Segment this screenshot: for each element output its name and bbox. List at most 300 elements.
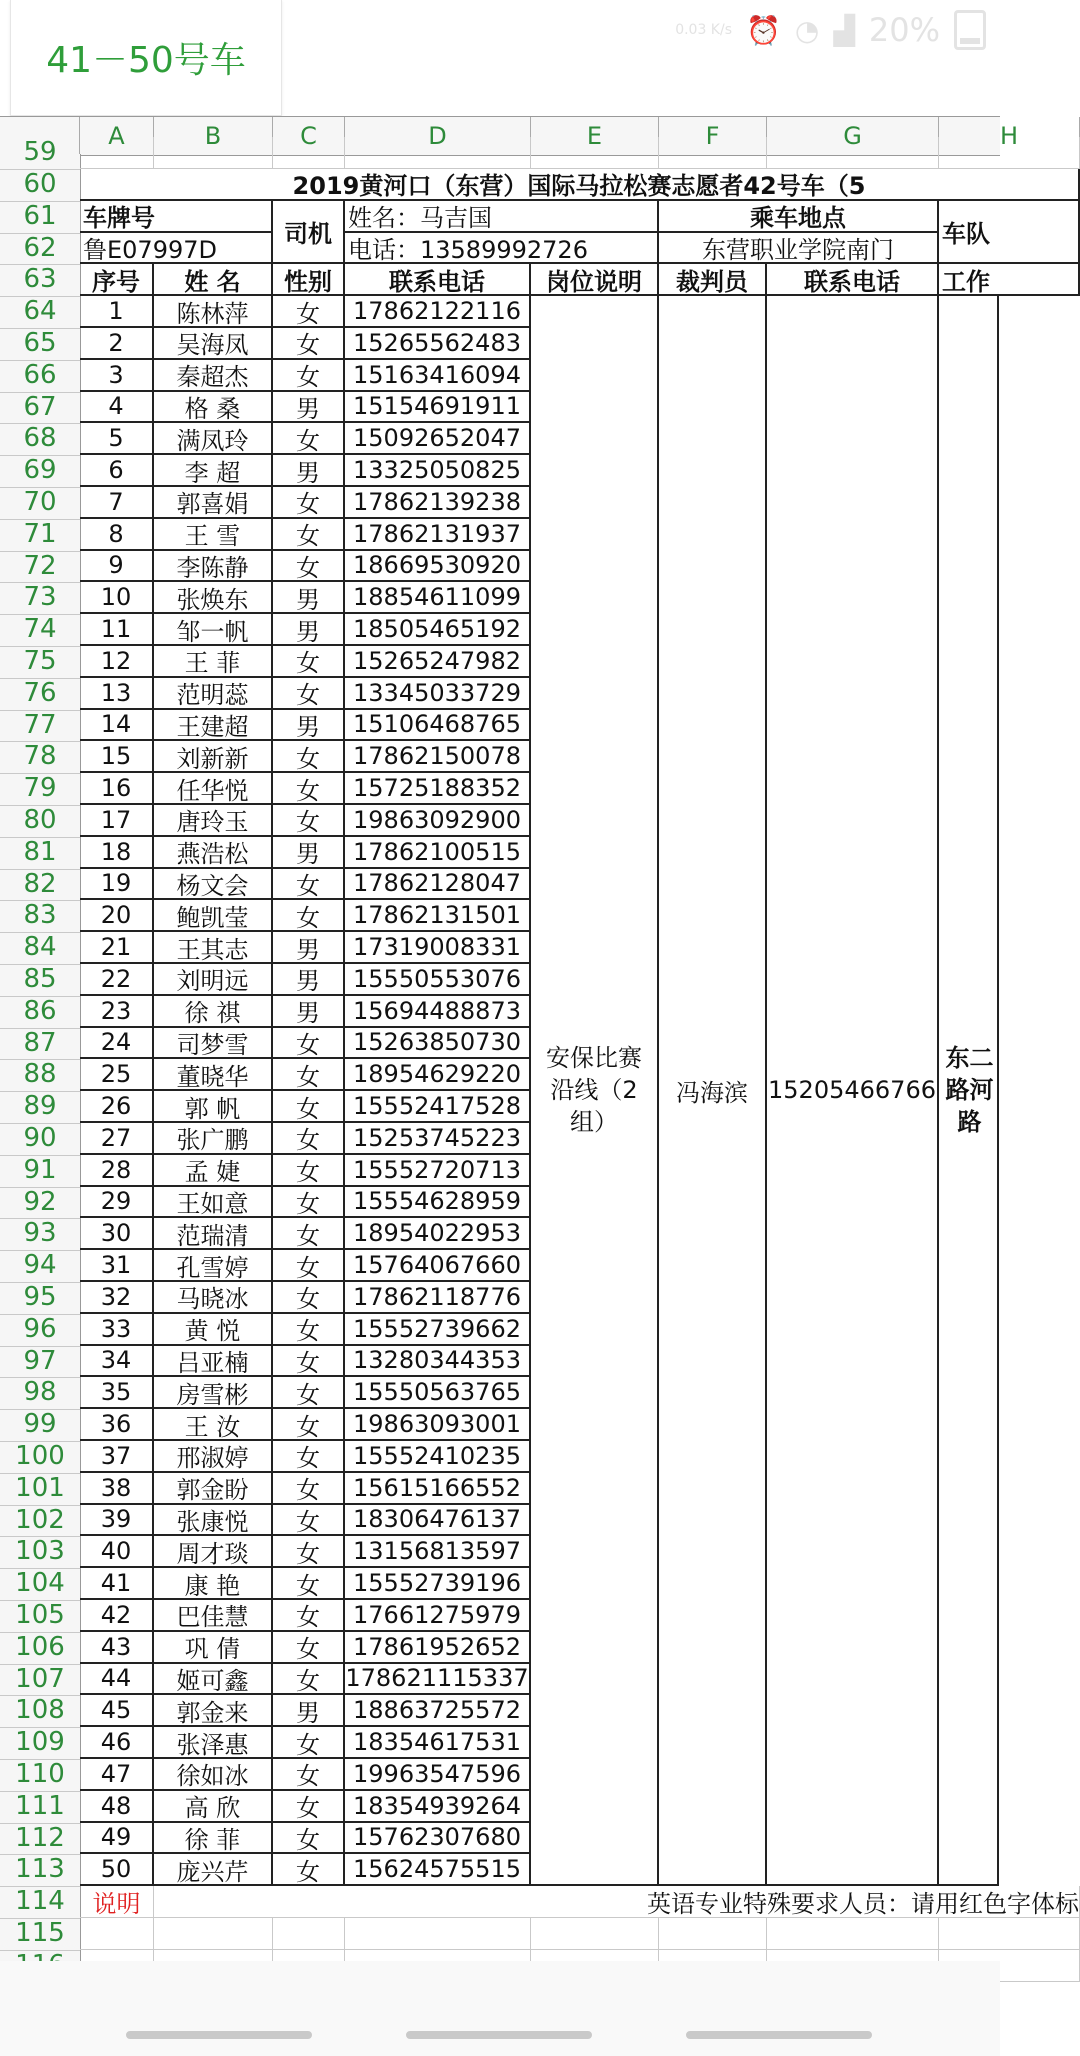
empty-cell[interactable] (345, 1918, 531, 1950)
row-number-68[interactable]: 68 (0, 423, 80, 456)
volunteer-seq[interactable]: 8 (80, 519, 154, 551)
row-number-67[interactable]: 67 (0, 392, 80, 425)
volunteer-seq[interactable]: 33 (80, 1314, 154, 1346)
volunteer-seq[interactable]: 24 (80, 1028, 154, 1060)
volunteer-phone[interactable]: 15552720713 (345, 1155, 531, 1187)
volunteer-gender[interactable]: 女 (273, 773, 345, 805)
volunteer-phone[interactable]: 15552410235 (345, 1441, 531, 1473)
volunteer-seq[interactable]: 50 (80, 1854, 154, 1886)
row-number-81[interactable]: 81 (0, 837, 80, 870)
volunteer-seq[interactable]: 36 (80, 1409, 154, 1441)
volunteer-phone[interactable]: 17661275979 (345, 1600, 531, 1632)
volunteer-phone[interactable]: 15263850730 (345, 1028, 531, 1060)
row-number-74[interactable]: 74 (0, 614, 80, 647)
volunteer-name[interactable]: 王 菲 (154, 646, 273, 678)
row-number-62[interactable]: 62 (0, 233, 80, 266)
volunteer-phone[interactable]: 15552417528 (345, 1091, 531, 1123)
row-number-90[interactable]: 90 (0, 1123, 80, 1156)
row-number-79[interactable]: 79 (0, 773, 80, 806)
volunteer-phone[interactable]: 13156813597 (345, 1536, 531, 1568)
volunteer-phone[interactable]: 18354939264 (345, 1791, 531, 1823)
plate-number-cell[interactable]: 鲁E07997D (80, 233, 273, 265)
volunteer-phone[interactable]: 18954629220 (345, 1059, 531, 1091)
volunteer-seq[interactable]: 5 (80, 423, 154, 455)
volunteer-seq[interactable]: 49 (80, 1823, 154, 1855)
header-post[interactable]: 岗位说明 (531, 264, 659, 296)
volunteer-phone[interactable]: 17862150078 (345, 741, 531, 773)
volunteer-seq[interactable]: 41 (80, 1568, 154, 1600)
volunteer-phone[interactable]: 19863093001 (345, 1409, 531, 1441)
volunteer-gender[interactable]: 女 (273, 1536, 345, 1568)
volunteer-seq[interactable]: 44 (80, 1664, 154, 1696)
row-number-61[interactable]: 61 (0, 201, 80, 234)
volunteer-seq[interactable]: 42 (80, 1600, 154, 1632)
volunteer-seq[interactable]: 2 (80, 328, 154, 360)
pickup-label-cell[interactable]: 乘车地点 (659, 201, 939, 233)
row-number-80[interactable]: 80 (0, 805, 80, 838)
volunteer-seq[interactable]: 21 (80, 932, 154, 964)
volunteer-seq[interactable]: 4 (80, 392, 154, 424)
row-number-60[interactable]: 60 (0, 169, 80, 202)
empty-cell[interactable] (154, 1918, 273, 1950)
row-number-73[interactable]: 73 (0, 582, 80, 615)
volunteer-name[interactable]: 满凤玲 (154, 423, 273, 455)
volunteer-gender[interactable]: 女 (273, 1059, 345, 1091)
volunteer-name[interactable]: 周才琰 (154, 1536, 273, 1568)
volunteer-phone[interactable]: 15550553076 (345, 964, 531, 996)
volunteer-name[interactable]: 徐如冰 (154, 1759, 273, 1791)
row-number-83[interactable]: 83 (0, 900, 80, 933)
empty-cell[interactable] (273, 1918, 345, 1950)
volunteer-phone[interactable]: 15092652047 (345, 423, 531, 455)
volunteer-seq[interactable]: 16 (80, 773, 154, 805)
row-number-59[interactable]: 59 (0, 137, 80, 170)
merged-post-cell[interactable]: 安保比赛沿线（2组） (531, 296, 659, 1886)
volunteer-gender[interactable]: 女 (273, 1568, 345, 1600)
row-number-76[interactable]: 76 (0, 678, 80, 711)
volunteer-gender[interactable]: 女 (273, 1505, 345, 1537)
row-number-99[interactable]: 99 (0, 1409, 80, 1442)
row-number-69[interactable]: 69 (0, 455, 80, 488)
nav-back-button[interactable] (686, 2031, 872, 2039)
volunteer-gender[interactable]: 男 (273, 710, 345, 742)
row-number-112[interactable]: 112 (0, 1823, 80, 1856)
volunteer-phone[interactable]: 17862139238 (345, 487, 531, 519)
volunteer-name[interactable]: 徐 菲 (154, 1823, 273, 1855)
row-number-82[interactable]: 82 (0, 869, 80, 902)
plate-label-cell[interactable]: 车牌号 (80, 201, 273, 233)
cell-row59[interactable] (767, 137, 939, 169)
volunteer-phone[interactable]: 19863092900 (345, 805, 531, 837)
volunteer-gender[interactable]: 女 (273, 1441, 345, 1473)
volunteer-gender[interactable]: 女 (273, 1791, 345, 1823)
volunteer-name[interactable]: 郭喜娟 (154, 487, 273, 519)
volunteer-seq[interactable]: 14 (80, 710, 154, 742)
volunteer-gender[interactable]: 男 (273, 964, 345, 996)
volunteer-name[interactable]: 郭金来 (154, 1695, 273, 1727)
volunteer-gender[interactable]: 女 (273, 1346, 345, 1378)
volunteer-name[interactable]: 李 超 (154, 455, 273, 487)
volunteer-name[interactable]: 房雪彬 (154, 1377, 273, 1409)
volunteer-gender[interactable]: 男 (273, 1695, 345, 1727)
row-number-75[interactable]: 75 (0, 646, 80, 679)
volunteer-seq[interactable]: 3 (80, 360, 154, 392)
row-number-93[interactable]: 93 (0, 1218, 80, 1251)
volunteer-seq[interactable]: 12 (80, 646, 154, 678)
volunteer-gender[interactable]: 女 (273, 551, 345, 583)
note-text-cell[interactable]: 英语专业特殊要求人员：请用红色字体标 (154, 1886, 1080, 1918)
volunteer-seq[interactable]: 47 (80, 1759, 154, 1791)
volunteer-name[interactable]: 庞兴芹 (154, 1854, 273, 1886)
header-gender[interactable]: 性别 (273, 264, 345, 296)
volunteer-phone[interactable]: 15725188352 (345, 773, 531, 805)
cell-row59[interactable] (531, 137, 659, 169)
volunteer-seq[interactable]: 26 (80, 1091, 154, 1123)
volunteer-phone[interactable]: 17862122116 (345, 296, 531, 328)
row-number-63[interactable]: 63 (0, 264, 80, 297)
row-number-114[interactable]: 114 (0, 1886, 80, 1919)
volunteer-gender[interactable]: 女 (273, 1028, 345, 1060)
empty-cell[interactable] (659, 1918, 767, 1950)
volunteer-gender[interactable]: 女 (273, 1473, 345, 1505)
row-number-108[interactable]: 108 (0, 1695, 80, 1728)
row-number-86[interactable]: 86 (0, 996, 80, 1029)
volunteer-seq[interactable]: 38 (80, 1473, 154, 1505)
row-number-92[interactable]: 92 (0, 1187, 80, 1220)
volunteer-phone[interactable]: 15253745223 (345, 1123, 531, 1155)
header-seq[interactable]: 序号 (80, 264, 154, 296)
volunteer-name[interactable]: 李陈静 (154, 551, 273, 583)
volunteer-seq[interactable]: 11 (80, 614, 154, 646)
volunteer-seq[interactable]: 9 (80, 551, 154, 583)
volunteer-name[interactable]: 张广鹏 (154, 1123, 273, 1155)
volunteer-phone[interactable]: 15554628959 (345, 1187, 531, 1219)
row-number-104[interactable]: 104 (0, 1568, 80, 1601)
driver-phone-cell[interactable]: 电话：13589992726 (345, 233, 659, 265)
volunteer-phone[interactable]: 15694488873 (345, 996, 531, 1028)
volunteer-gender[interactable]: 女 (273, 869, 345, 901)
column-header-d[interactable]: D (345, 117, 531, 155)
volunteer-name[interactable]: 范明蕊 (154, 678, 273, 710)
merged-work-cell[interactable]: 东二路河路 (939, 296, 999, 1886)
volunteer-phone[interactable]: 17862100515 (345, 837, 531, 869)
volunteer-seq[interactable]: 25 (80, 1059, 154, 1091)
row-number-100[interactable]: 100 (0, 1441, 80, 1474)
volunteer-gender[interactable]: 女 (273, 1823, 345, 1855)
volunteer-phone[interactable]: 17862128047 (345, 869, 531, 901)
row-number-65[interactable]: 65 (0, 328, 80, 361)
volunteer-gender[interactable]: 女 (273, 519, 345, 551)
spreadsheet[interactable] (0, 116, 1079, 1961)
volunteer-seq[interactable]: 34 (80, 1346, 154, 1378)
volunteer-phone[interactable]: 19963547596 (345, 1759, 531, 1791)
volunteer-gender[interactable]: 女 (273, 360, 345, 392)
volunteer-gender[interactable]: 女 (273, 1282, 345, 1314)
volunteer-phone[interactable]: 18669530920 (345, 551, 531, 583)
cell-row59[interactable] (939, 137, 1080, 169)
volunteer-name[interactable]: 王 雪 (154, 519, 273, 551)
volunteer-gender[interactable]: 男 (273, 582, 345, 614)
row-number-88[interactable]: 88 (0, 1059, 80, 1092)
volunteer-gender[interactable]: 女 (273, 1727, 345, 1759)
volunteer-seq[interactable]: 18 (80, 837, 154, 869)
volunteer-phone[interactable]: 15163416094 (345, 360, 531, 392)
volunteer-gender[interactable]: 女 (273, 1314, 345, 1346)
volunteer-name[interactable]: 康 艳 (154, 1568, 273, 1600)
volunteer-name[interactable]: 任华悦 (154, 773, 273, 805)
row-number-106[interactable]: 106 (0, 1632, 80, 1665)
volunteer-phone[interactable]: 18306476137 (345, 1505, 531, 1537)
volunteer-name[interactable]: 吕亚楠 (154, 1346, 273, 1378)
column-header-c[interactable]: C (273, 117, 345, 155)
volunteer-gender[interactable]: 女 (273, 1155, 345, 1187)
volunteer-name[interactable]: 孔雪婷 (154, 1250, 273, 1282)
row-number-91[interactable]: 91 (0, 1155, 80, 1188)
merged-referee-phone-cell[interactable]: 15205466766 (767, 296, 939, 1886)
empty-cell[interactable] (531, 1918, 659, 1950)
row-number-111[interactable]: 111 (0, 1791, 80, 1824)
volunteer-phone[interactable]: 178621115337 (345, 1664, 531, 1696)
volunteer-seq[interactable]: 27 (80, 1123, 154, 1155)
volunteer-phone[interactable]: 18863725572 (345, 1695, 531, 1727)
volunteer-gender[interactable]: 女 (273, 1377, 345, 1409)
row-number-71[interactable]: 71 (0, 519, 80, 552)
volunteer-phone[interactable]: 17319008331 (345, 932, 531, 964)
volunteer-gender[interactable]: 女 (273, 741, 345, 773)
note-label-cell[interactable]: 说明 (80, 1886, 154, 1918)
column-header-e[interactable]: E (531, 117, 659, 155)
volunteer-seq[interactable]: 15 (80, 741, 154, 773)
column-header-b[interactable]: B (154, 117, 273, 155)
volunteer-gender[interactable]: 女 (273, 296, 345, 328)
row-number-87[interactable]: 87 (0, 1028, 80, 1061)
volunteer-phone[interactable]: 18505465192 (345, 614, 531, 646)
row-number-66[interactable]: 66 (0, 360, 80, 393)
volunteer-name[interactable]: 吴海凤 (154, 328, 273, 360)
volunteer-gender[interactable]: 女 (273, 1600, 345, 1632)
volunteer-name[interactable]: 徐 祺 (154, 996, 273, 1028)
volunteer-phone[interactable]: 15265562483 (345, 328, 531, 360)
volunteer-name[interactable]: 孟 婕 (154, 1155, 273, 1187)
driver-label-cell[interactable]: 司机 (273, 201, 345, 265)
volunteer-name[interactable]: 王建超 (154, 710, 273, 742)
row-number-102[interactable]: 102 (0, 1505, 80, 1538)
volunteer-name[interactable]: 张泽惠 (154, 1727, 273, 1759)
volunteer-phone[interactable]: 18954022953 (345, 1218, 531, 1250)
volunteer-name[interactable]: 王如意 (154, 1187, 273, 1219)
row-number-72[interactable]: 72 (0, 551, 80, 584)
volunteer-name[interactable]: 范瑞清 (154, 1218, 273, 1250)
volunteer-name[interactable]: 马晓冰 (154, 1282, 273, 1314)
volunteer-gender[interactable]: 女 (273, 1250, 345, 1282)
volunteer-gender[interactable]: 女 (273, 1759, 345, 1791)
volunteer-seq[interactable]: 29 (80, 1187, 154, 1219)
header-phone[interactable]: 联系电话 (345, 264, 531, 296)
volunteer-seq[interactable]: 22 (80, 964, 154, 996)
empty-cell[interactable] (80, 1918, 154, 1950)
volunteer-name[interactable]: 郭金盼 (154, 1473, 273, 1505)
volunteer-seq[interactable]: 31 (80, 1250, 154, 1282)
row-number-95[interactable]: 95 (0, 1282, 80, 1315)
volunteer-gender[interactable]: 女 (273, 1409, 345, 1441)
volunteer-phone[interactable]: 15764067660 (345, 1250, 531, 1282)
volunteer-gender[interactable]: 女 (273, 1664, 345, 1696)
volunteer-gender[interactable]: 男 (273, 932, 345, 964)
column-header-a[interactable]: A (80, 117, 154, 155)
volunteer-gender[interactable]: 男 (273, 455, 345, 487)
volunteer-gender[interactable]: 男 (273, 614, 345, 646)
volunteer-name[interactable]: 巴佳慧 (154, 1600, 273, 1632)
row-number-64[interactable]: 64 (0, 296, 80, 329)
volunteer-phone[interactable]: 13345033729 (345, 678, 531, 710)
volunteer-gender[interactable]: 女 (273, 900, 345, 932)
row-number-103[interactable]: 103 (0, 1536, 80, 1569)
volunteer-seq[interactable]: 37 (80, 1441, 154, 1473)
volunteer-gender[interactable]: 女 (273, 1187, 345, 1219)
volunteer-phone[interactable]: 15550563765 (345, 1377, 531, 1409)
volunteer-name[interactable]: 刘新新 (154, 741, 273, 773)
volunteer-seq[interactable]: 13 (80, 678, 154, 710)
volunteer-name[interactable]: 王其志 (154, 932, 273, 964)
driver-name-cell[interactable]: 姓名：马吉国 (345, 201, 659, 233)
header-name[interactable]: 姓 名 (154, 264, 273, 296)
volunteer-gender[interactable]: 女 (273, 805, 345, 837)
volunteer-gender[interactable]: 女 (273, 1123, 345, 1155)
volunteer-gender[interactable]: 女 (273, 1632, 345, 1664)
volunteer-name[interactable]: 陈林萍 (154, 296, 273, 328)
row-number-97[interactable]: 97 (0, 1346, 80, 1379)
volunteer-phone[interactable]: 15762307680 (345, 1823, 531, 1855)
volunteer-name[interactable]: 唐玲玉 (154, 805, 273, 837)
volunteer-phone[interactable]: 15552739662 (345, 1314, 531, 1346)
column-header-g[interactable]: G (767, 117, 939, 155)
empty-cell[interactable] (767, 1918, 939, 1950)
volunteer-name[interactable]: 黄 悦 (154, 1314, 273, 1346)
row-number-84[interactable]: 84 (0, 932, 80, 965)
volunteer-name[interactable]: 鲍凯莹 (154, 900, 273, 932)
volunteer-phone[interactable]: 13325050825 (345, 455, 531, 487)
volunteer-phone[interactable]: 18854611099 (345, 582, 531, 614)
volunteer-name[interactable]: 司梦雪 (154, 1028, 273, 1060)
empty-cell[interactable] (939, 1918, 1080, 1950)
column-header-f[interactable]: F (659, 117, 767, 155)
row-number-89[interactable]: 89 (0, 1091, 80, 1124)
volunteer-gender[interactable]: 女 (273, 1091, 345, 1123)
row-number-70[interactable]: 70 (0, 487, 80, 520)
pickup-place-cell[interactable]: 东营职业学院南门 (659, 233, 939, 265)
volunteer-phone[interactable]: 17862131937 (345, 519, 531, 551)
volunteer-gender[interactable]: 男 (273, 996, 345, 1028)
header-work[interactable]: 工作 (939, 264, 1080, 296)
volunteer-seq[interactable]: 28 (80, 1155, 154, 1187)
volunteer-name[interactable]: 燕浩松 (154, 837, 273, 869)
nav-menu-button[interactable] (126, 2031, 312, 2039)
row-number-101[interactable]: 101 (0, 1473, 80, 1506)
volunteer-name[interactable]: 郭 帆 (154, 1091, 273, 1123)
volunteer-gender[interactable]: 女 (273, 328, 345, 360)
volunteer-phone[interactable]: 13280344353 (345, 1346, 531, 1378)
row-number-105[interactable]: 105 (0, 1600, 80, 1633)
volunteer-seq[interactable]: 32 (80, 1282, 154, 1314)
volunteer-seq[interactable]: 17 (80, 805, 154, 837)
volunteer-name[interactable]: 张康悦 (154, 1505, 273, 1537)
volunteer-gender[interactable]: 女 (273, 423, 345, 455)
volunteer-gender[interactable]: 男 (273, 392, 345, 424)
volunteer-phone[interactable]: 15154691911 (345, 392, 531, 424)
cell-row59[interactable] (273, 137, 345, 169)
volunteer-seq[interactable]: 43 (80, 1632, 154, 1664)
volunteer-seq[interactable]: 39 (80, 1505, 154, 1537)
merged-referee-cell[interactable]: 冯海滨 (659, 296, 767, 1886)
row-number-85[interactable]: 85 (0, 964, 80, 997)
volunteer-gender[interactable]: 女 (273, 646, 345, 678)
volunteer-seq[interactable]: 1 (80, 296, 154, 328)
volunteer-seq[interactable]: 45 (80, 1695, 154, 1727)
row-number-115[interactable]: 115 (0, 1918, 80, 1951)
nav-home-button[interactable] (406, 2031, 592, 2039)
volunteer-name[interactable]: 董晓华 (154, 1059, 273, 1091)
volunteer-name[interactable]: 姬可鑫 (154, 1664, 273, 1696)
volunteer-name[interactable]: 张焕东 (154, 582, 273, 614)
header-referee[interactable]: 裁判员 (659, 264, 767, 296)
volunteer-phone[interactable]: 15265247982 (345, 646, 531, 678)
cell-row59[interactable] (80, 137, 154, 169)
volunteer-name[interactable]: 高 欣 (154, 1791, 273, 1823)
row-number-77[interactable]: 77 (0, 710, 80, 743)
row-number-109[interactable]: 109 (0, 1727, 80, 1760)
row-number-98[interactable]: 98 (0, 1377, 80, 1410)
volunteer-seq[interactable]: 40 (80, 1536, 154, 1568)
volunteer-seq[interactable]: 48 (80, 1791, 154, 1823)
team-label-cell[interactable]: 车队 (939, 201, 1080, 265)
volunteer-phone[interactable]: 15615166552 (345, 1473, 531, 1505)
volunteer-seq[interactable]: 46 (80, 1727, 154, 1759)
volunteer-name[interactable]: 杨文会 (154, 869, 273, 901)
row-number-110[interactable]: 110 (0, 1759, 80, 1792)
volunteer-seq[interactable]: 30 (80, 1218, 154, 1250)
volunteer-phone[interactable]: 18354617531 (345, 1727, 531, 1759)
volunteer-name[interactable]: 邢淑婷 (154, 1441, 273, 1473)
volunteer-seq[interactable]: 19 (80, 869, 154, 901)
volunteer-seq[interactable]: 6 (80, 455, 154, 487)
cell-row59[interactable] (345, 137, 531, 169)
row-number-107[interactable]: 107 (0, 1664, 80, 1697)
volunteer-seq[interactable]: 23 (80, 996, 154, 1028)
volunteer-phone[interactable]: 17862118776 (345, 1282, 531, 1314)
column-header-h[interactable]: H (939, 117, 1080, 155)
volunteer-phone[interactable]: 17862131501 (345, 900, 531, 932)
volunteer-phone[interactable]: 15106468765 (345, 710, 531, 742)
row-number-96[interactable]: 96 (0, 1314, 80, 1347)
cell-row59[interactable] (659, 137, 767, 169)
volunteer-gender[interactable]: 女 (273, 1218, 345, 1250)
volunteer-gender[interactable]: 男 (273, 837, 345, 869)
volunteer-name[interactable]: 格 桑 (154, 392, 273, 424)
volunteer-phone[interactable]: 15552739196 (345, 1568, 531, 1600)
volunteer-name[interactable]: 邹一帆 (154, 614, 273, 646)
volunteer-name[interactable]: 刘明远 (154, 964, 273, 996)
volunteer-phone[interactable]: 17861952652 (345, 1632, 531, 1664)
volunteer-seq[interactable]: 20 (80, 900, 154, 932)
volunteer-name[interactable]: 王 汝 (154, 1409, 273, 1441)
volunteer-seq[interactable]: 7 (80, 487, 154, 519)
row-number-78[interactable]: 78 (0, 741, 80, 774)
volunteer-phone[interactable]: 15624575515 (345, 1854, 531, 1886)
row-number-113[interactable]: 113 (0, 1854, 80, 1887)
volunteer-gender[interactable]: 女 (273, 678, 345, 710)
volunteer-name[interactable]: 巩 倩 (154, 1632, 273, 1664)
cell-row59[interactable] (154, 137, 273, 169)
